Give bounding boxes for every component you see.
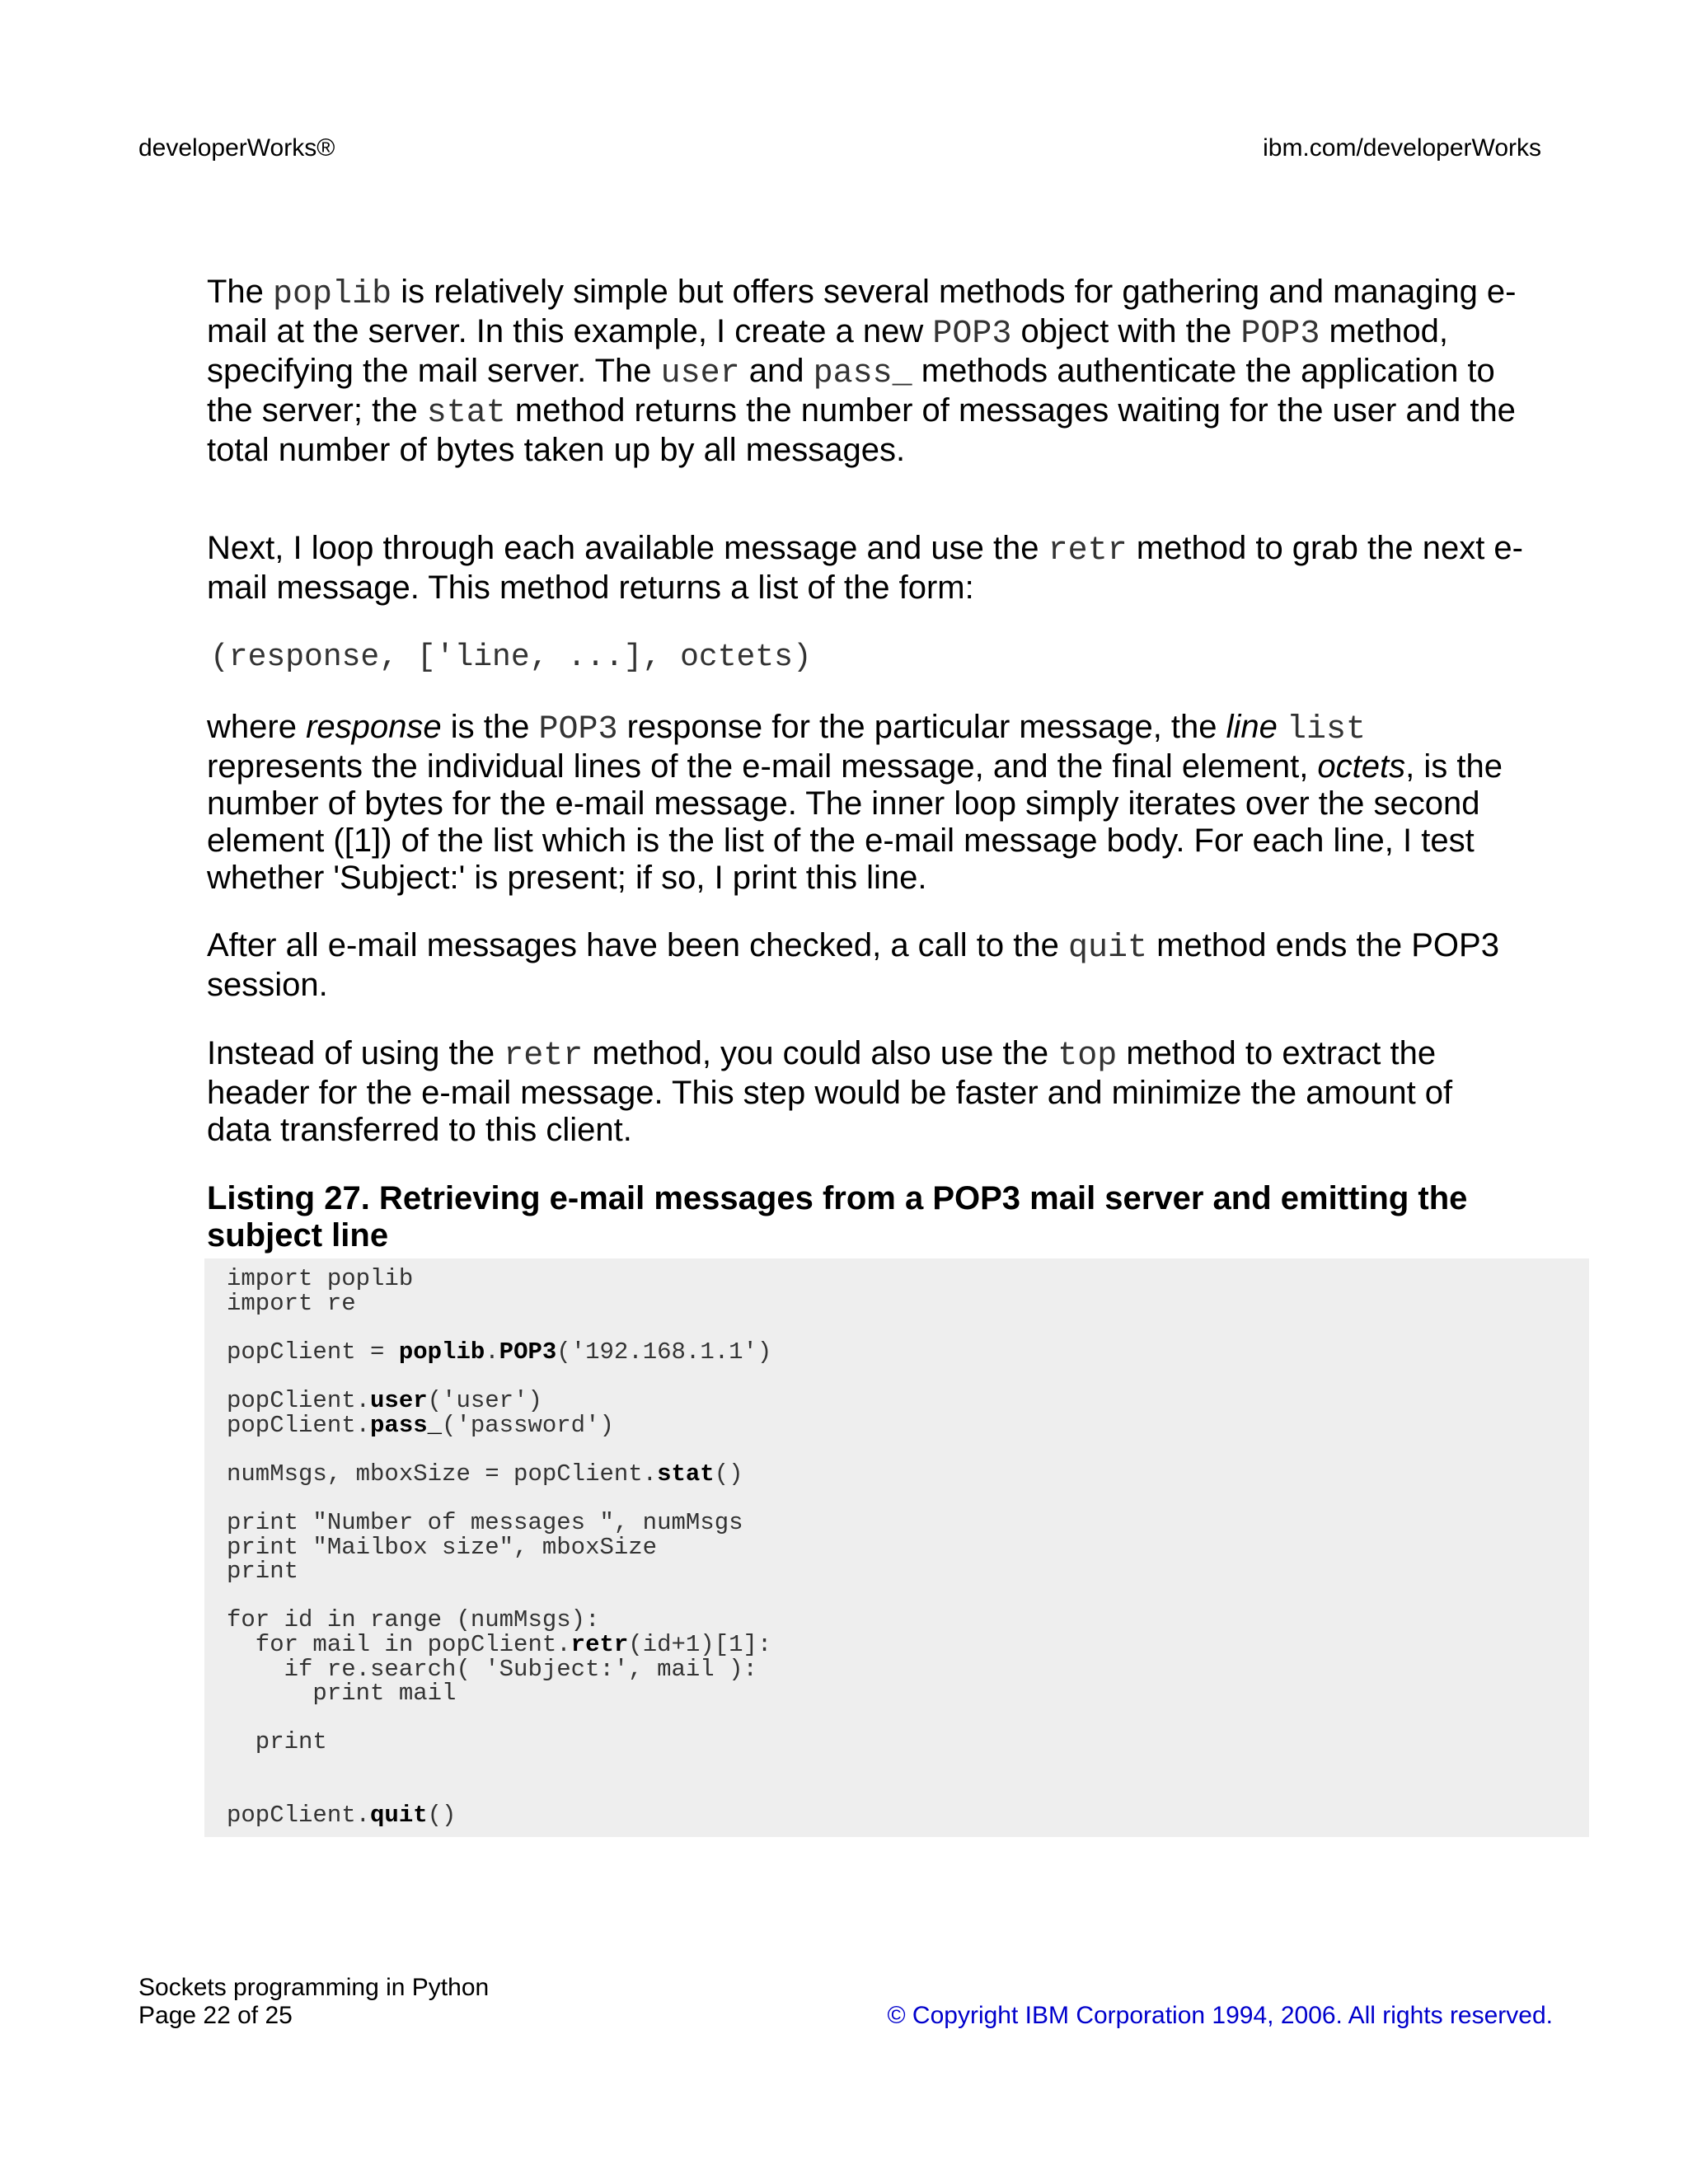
code-keyword-bold: quit — [370, 1802, 428, 1830]
inline-code: user — [660, 355, 740, 392]
inline-code: pass_ — [813, 355, 912, 392]
inline-code: POP3 — [932, 316, 1012, 353]
paragraph-response-explained: where response is the POP3 response for the particular message, the line list represents the individual lines of the e-mail message, and the final element, octets, is the number of bytes for the e-mail message. The inner loop simply iterates over the second element ([1]) of the list which is the list of the e-mail message body. For each line, I test whether 'Subject:' is present; if so, I print this line. — [207, 709, 1503, 896]
footer-document-title: Sockets programming in Python — [138, 1974, 490, 2001]
code-keyword-bold: user — [370, 1386, 428, 1414]
code-keyword-bold: poplib — [398, 1338, 485, 1366]
retr-return-form: (response, ['line, ...], octets) — [210, 640, 812, 675]
header-site-url[interactable]: ibm.com/developerWorks — [1263, 134, 1541, 162]
inline-code: list — [1287, 711, 1367, 748]
paragraph-quit-method: After all e-mail messages have been checked, a call to the quit method ends the POP3 session. — [207, 927, 1499, 1003]
code-keyword-bold: stat — [657, 1460, 715, 1488]
paragraph-retr-loop: Next, I loop through each available message and use the retr method to grab the next e-mail message. This method returns a list of the form: — [207, 530, 1523, 606]
emphasis: octets — [1317, 748, 1406, 785]
paragraph-top-method: Instead of using the retr method, you could also use the top method to extract the header for the e-mail message. This step would be faster and minimize the amount of data transferred to this client. — [207, 1035, 1453, 1148]
code-block: import poplib import re popClient = poplib.POP3('192.168.1.1') popClient.user('user') popClient.pass_('password') numMsgs, mboxSize = popClient.stat() print "Number of messages ", numMsgs print "Mailbox size", mboxSize print for id in range (numMsgs): for mail in popClient.retr(id+1)[1]: if re.search( 'Subject:', mail ): print mail print popClient.quit() — [227, 1265, 772, 1830]
code-keyword-bold: retr — [570, 1630, 629, 1658]
inline-code: retr — [1048, 532, 1128, 569]
code-keyword-bold: pass_ — [370, 1411, 443, 1439]
inline-code: POP3 — [1240, 316, 1320, 353]
emphasis: response — [306, 709, 442, 745]
inline-code: top — [1057, 1038, 1118, 1075]
listing-title: Listing 27. Retrieving e-mail messages from a POP3 mail server and emitting the subject line — [207, 1180, 1468, 1254]
emphasis: line — [1226, 709, 1278, 745]
header-brand: developerWorks® — [138, 134, 335, 162]
code-keyword-bold: POP3 — [499, 1338, 557, 1366]
inline-code: stat — [426, 395, 506, 432]
inline-code: retr — [504, 1038, 584, 1075]
inline-code: POP3 — [538, 711, 618, 748]
code-listing — [204, 1258, 1589, 1837]
footer-copyright-link[interactable]: © Copyright IBM Corporation 1994, 2006. All rights reserved. — [887, 2002, 1553, 2029]
footer-page-number: Page 22 of 25 — [138, 2002, 293, 2029]
paragraph-poplib-intro: The poplib is relatively simple but offers several methods for gathering and managing e-mail at the server. In this example, I create a new POP3 object with the POP3 method, specifying the mail server. The user and pass_ methods authenticate the application to the server; the stat method returns the number of messages waiting for the user and the total number of bytes taken up by all messages. — [207, 274, 1517, 468]
inline-code: poplib — [273, 276, 392, 313]
inline-code: quit — [1068, 930, 1148, 967]
